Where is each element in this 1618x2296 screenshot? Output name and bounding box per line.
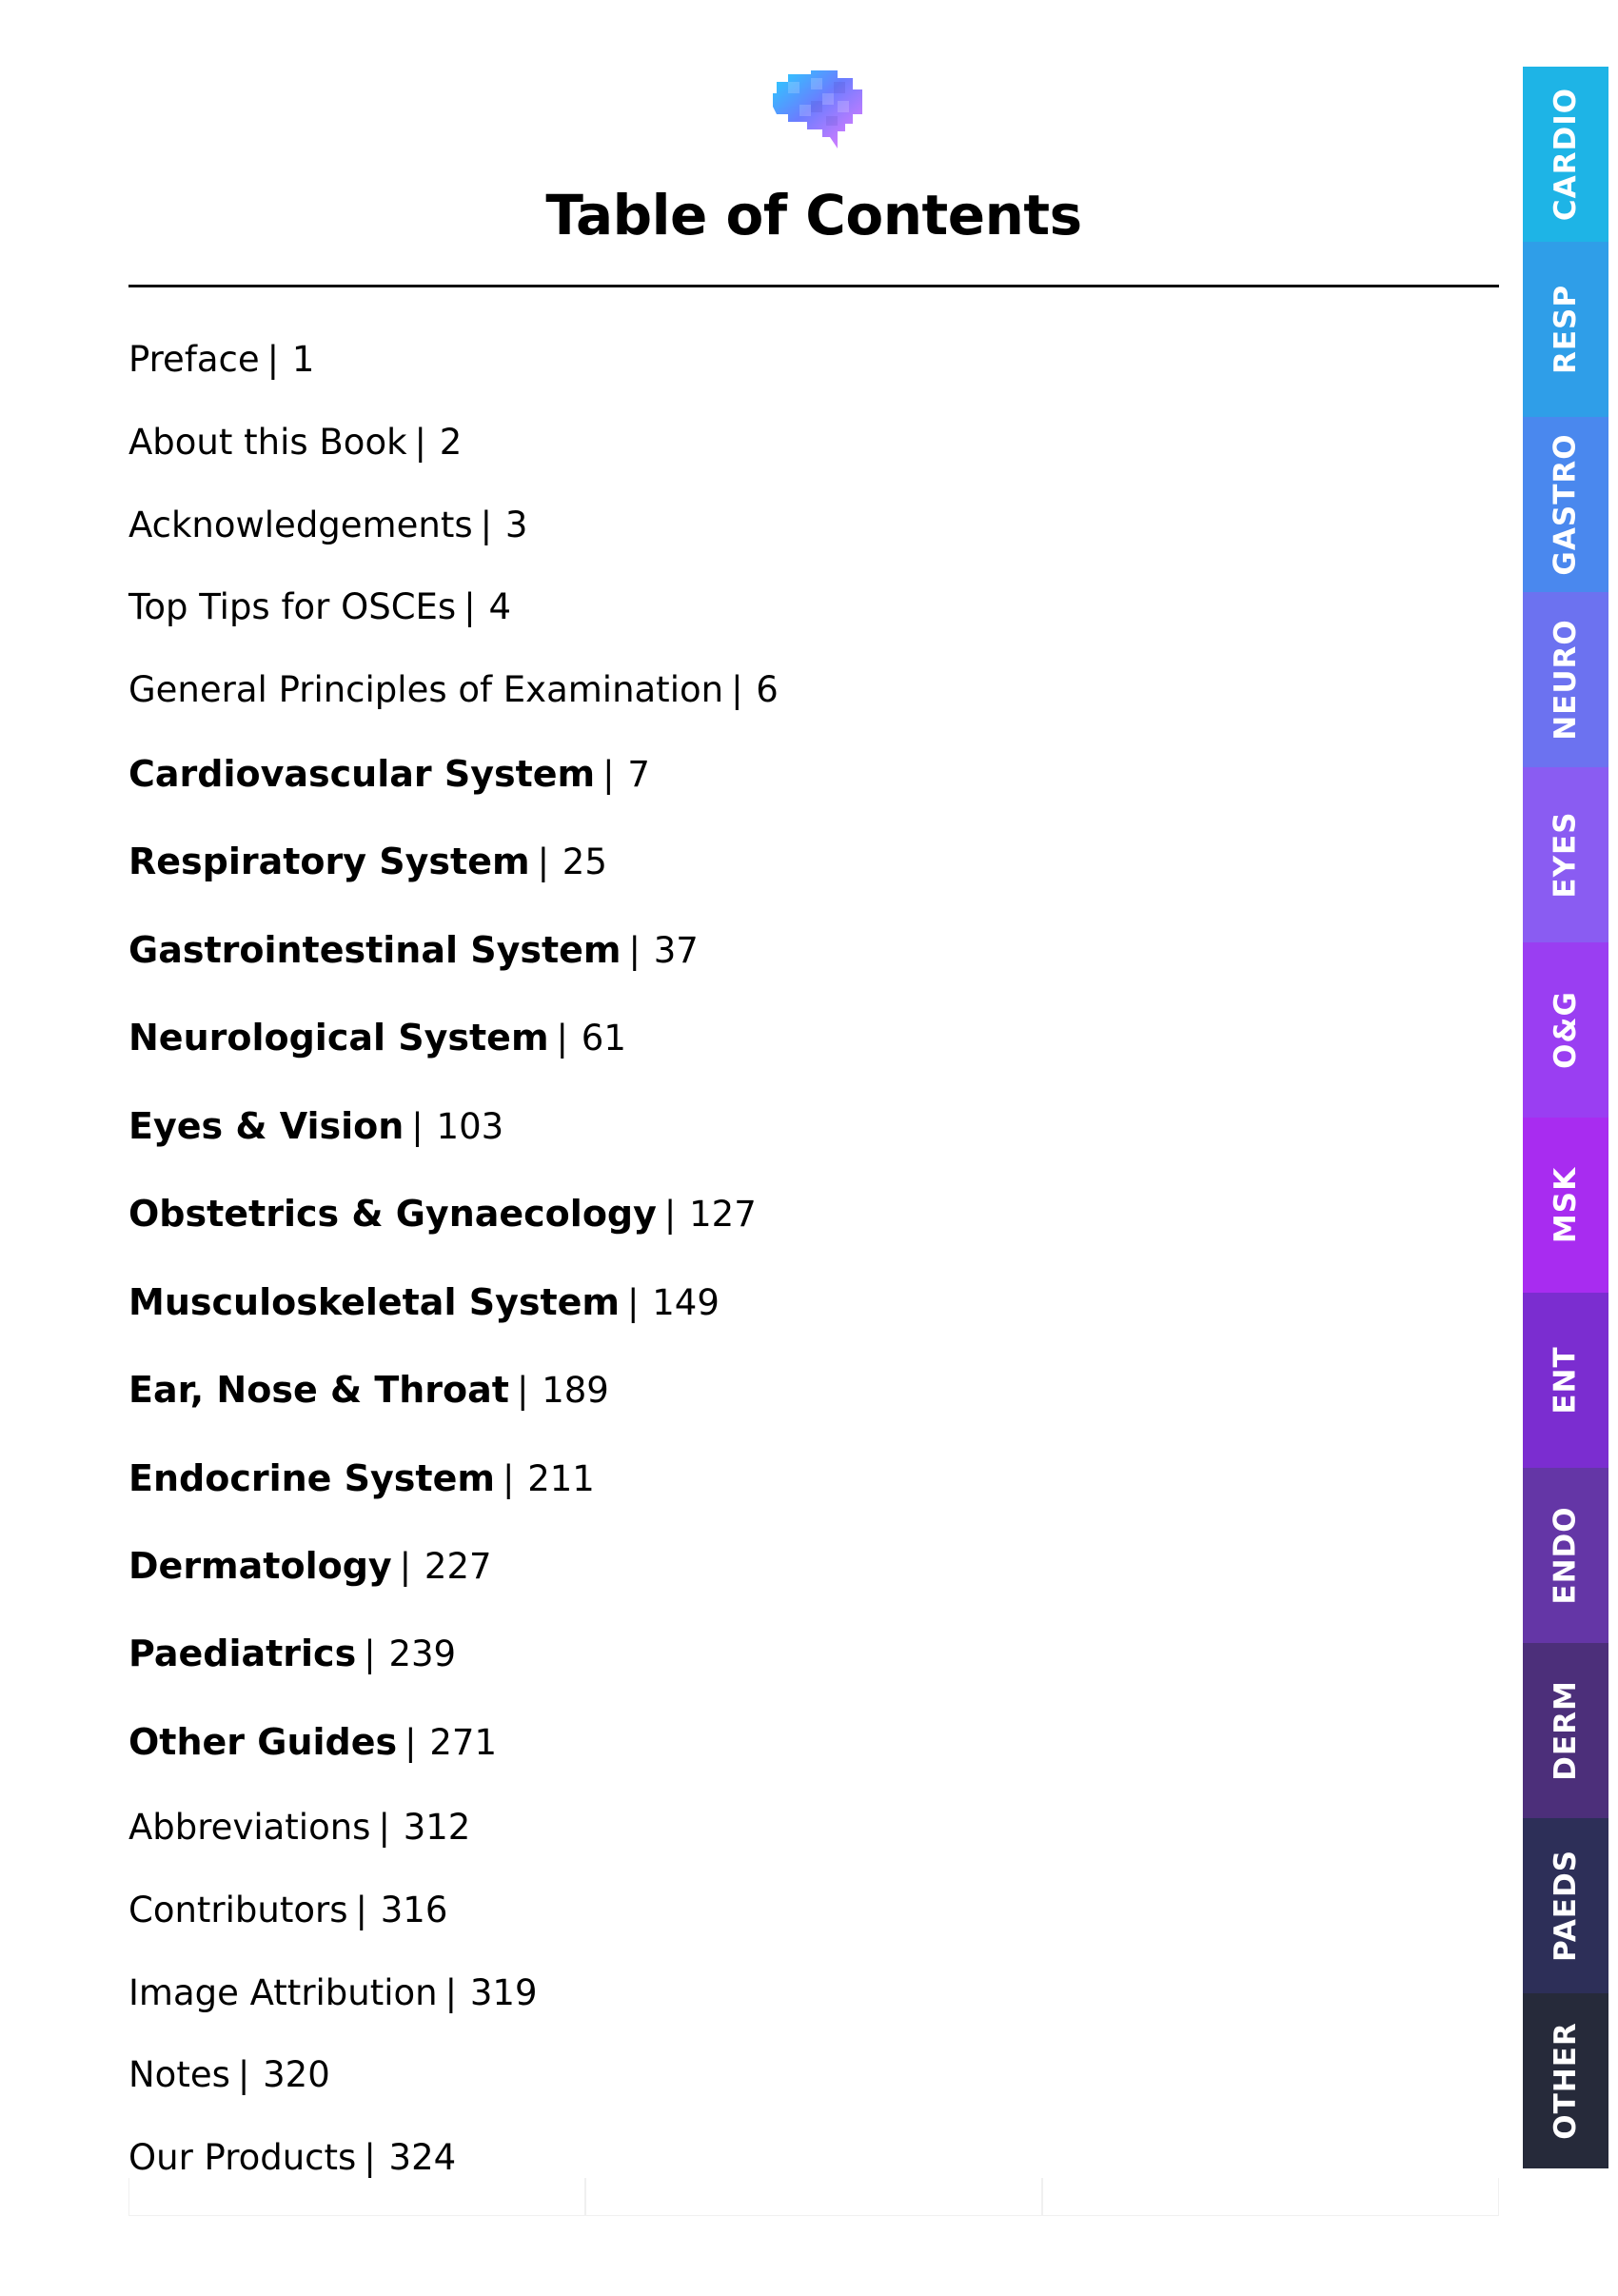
section-tab-label: OTHER: [1549, 2022, 1583, 2140]
toc-separator: |: [266, 339, 280, 380]
toc-separator: |: [411, 1106, 424, 1147]
toc-entry[interactable]: [128, 2054, 330, 2096]
toc-page-number: 316: [380, 1890, 448, 1930]
toc-page-number: 211: [527, 1458, 595, 1499]
toc-separator: |: [237, 2054, 250, 2095]
toc-entry-title: Acknowledgements: [128, 505, 473, 545]
section-tab-neuro[interactable]: [1523, 592, 1608, 767]
toc-page-number: 271: [429, 1722, 497, 1763]
toc-entry[interactable]: [128, 1457, 595, 1500]
footer-grid: [128, 2178, 1499, 2216]
section-tab-msk[interactable]: [1523, 1118, 1608, 1293]
toc-separator: |: [516, 1370, 529, 1411]
toc-separator: |: [414, 422, 426, 463]
section-tab-ent[interactable]: [1523, 1293, 1608, 1468]
toc-entry[interactable]: [128, 1545, 492, 1588]
toc-entry-title: Notes: [128, 2054, 230, 2095]
section-tab-label: DERM: [1549, 1680, 1584, 1781]
section-tab-paeds[interactable]: [1523, 1818, 1608, 1993]
toc-entry[interactable]: [128, 929, 699, 972]
toc-separator: |: [355, 1890, 367, 1930]
toc-entry[interactable]: [128, 339, 314, 381]
section-tab-derm[interactable]: [1523, 1643, 1608, 1818]
toc-page-number: 324: [388, 2137, 457, 2178]
toc-page-number: 4: [488, 586, 511, 627]
toc-entry[interactable]: [128, 669, 779, 711]
toc-entry-title: Other Guides: [128, 1721, 398, 1763]
toc-page-number: 127: [689, 1194, 757, 1235]
toc-entry-title: Gastrointestinal System: [128, 929, 622, 971]
toc-entry[interactable]: [128, 1972, 537, 2014]
toc-separator: |: [627, 1282, 640, 1323]
toc-page-number: 189: [542, 1370, 609, 1411]
toc-entry-title: Dermatology: [128, 1545, 392, 1587]
toc-separator: |: [731, 669, 743, 710]
toc-separator: |: [378, 1807, 390, 1848]
toc-page-number: 227: [424, 1546, 492, 1587]
toc-page-number: 3: [504, 505, 528, 545]
toc-page-number: 2: [439, 422, 463, 463]
toc-entry-title: Top Tips for OSCEs: [128, 586, 457, 627]
toc-entry[interactable]: [128, 1281, 720, 1324]
toc-entry-title: Contributors: [128, 1890, 348, 1930]
footer-cell: [585, 2178, 1042, 2216]
section-tab-label: RESP: [1549, 284, 1583, 375]
toc-entry[interactable]: [128, 1721, 497, 1764]
section-tab-label: EYES: [1549, 811, 1584, 899]
section-tab-label: O&G: [1549, 991, 1583, 1069]
section-tab-resp[interactable]: [1523, 242, 1608, 417]
toc-entry[interactable]: [128, 1890, 447, 1931]
toc-page-number: 37: [653, 930, 699, 971]
toc-entry-title: Neurological System: [128, 1017, 549, 1059]
section-tab-label: ENT: [1549, 1346, 1583, 1415]
toc-entry-title: Ear, Nose & Throat: [128, 1369, 509, 1411]
toc-entry-title: Paediatrics: [128, 1633, 357, 1674]
toc-page-number: 320: [263, 2054, 330, 2095]
toc-page-number: 319: [469, 1972, 538, 2013]
toc-page-number: 25: [562, 841, 607, 882]
toc-entry[interactable]: [128, 1633, 456, 1675]
section-tab-og[interactable]: [1523, 942, 1608, 1118]
toc-entry[interactable]: [128, 841, 607, 883]
section-tab-label: NEURO: [1549, 619, 1583, 741]
toc-entry[interactable]: [128, 1017, 626, 1059]
toc-separator: |: [404, 1722, 417, 1763]
toc-separator: |: [663, 1194, 677, 1235]
toc-entry-title: Image Attribution: [128, 1972, 438, 2013]
toc-entry[interactable]: [128, 1807, 470, 1849]
toc-page-number: 6: [756, 669, 779, 710]
toc-entry-title: Preface: [128, 339, 260, 380]
section-tab-label: PAEDS: [1549, 1849, 1584, 1963]
toc-separator: |: [602, 754, 615, 795]
toc-entry-title: Endocrine System: [128, 1457, 495, 1499]
toc-separator: |: [364, 1633, 376, 1674]
toc-page-number: 149: [652, 1282, 720, 1323]
toc-entry-title: Obstetrics & Gynaecology: [128, 1193, 657, 1235]
toc-entry-title: General Principles of Examination: [128, 669, 724, 710]
section-tab-label: ENDO: [1549, 1506, 1583, 1605]
page-title: Table of Contents: [545, 183, 1082, 247]
toc-separator: |: [628, 930, 641, 971]
brain-logo-icon: [769, 69, 874, 156]
toc-page-number: 239: [388, 1633, 457, 1674]
toc-entry[interactable]: [128, 1105, 503, 1148]
footer-cell: [1042, 2178, 1499, 2216]
toc-entry-title: Respiratory System: [128, 841, 530, 882]
toc-entry[interactable]: [128, 2137, 456, 2179]
toc-separator: |: [537, 841, 550, 882]
toc-separator: |: [502, 1458, 515, 1499]
toc-separator: |: [480, 505, 493, 545]
toc-entry-title: About this Book: [128, 422, 407, 463]
toc-entry[interactable]: [128, 1369, 609, 1412]
toc-entry-title: Musculoskeletal System: [128, 1281, 620, 1323]
toc-page-number: 312: [403, 1807, 471, 1848]
section-tab-label: GASTRO: [1549, 433, 1584, 576]
toc-entry[interactable]: [128, 586, 511, 628]
section-tab-endo[interactable]: [1523, 1468, 1608, 1643]
toc-separator: |: [464, 586, 476, 627]
section-tab-label: CARDIO: [1549, 87, 1584, 222]
toc-entry[interactable]: [128, 1193, 757, 1236]
toc-entry[interactable]: [128, 422, 462, 464]
toc-entry[interactable]: [128, 753, 650, 796]
toc-page-number: 103: [436, 1106, 504, 1147]
toc-entry-title: Cardiovascular System: [128, 753, 596, 795]
toc-entry-title: Abbreviations: [128, 1807, 371, 1848]
toc-page-number: 61: [581, 1018, 626, 1059]
toc-separator: |: [399, 1546, 412, 1587]
toc-separator: |: [364, 2137, 376, 2178]
section-tab-eyes[interactable]: [1523, 767, 1608, 942]
toc-separator: |: [556, 1018, 569, 1059]
section-tab-gastro[interactable]: [1523, 417, 1608, 592]
toc-entry-title: Our Products: [128, 2137, 357, 2178]
toc-separator: |: [444, 1972, 458, 2013]
toc-entry-title: Eyes & Vision: [128, 1105, 404, 1147]
title-divider: [128, 285, 1499, 287]
toc-page-number: 1: [291, 339, 315, 380]
toc-page-number: 7: [627, 754, 650, 795]
section-tab-cardio[interactable]: [1523, 67, 1608, 242]
toc-entry[interactable]: [128, 505, 527, 546]
section-tab-label: MSK: [1548, 1166, 1583, 1244]
footer-cell: [128, 2178, 585, 2216]
section-tab-other[interactable]: [1523, 1993, 1608, 2168]
